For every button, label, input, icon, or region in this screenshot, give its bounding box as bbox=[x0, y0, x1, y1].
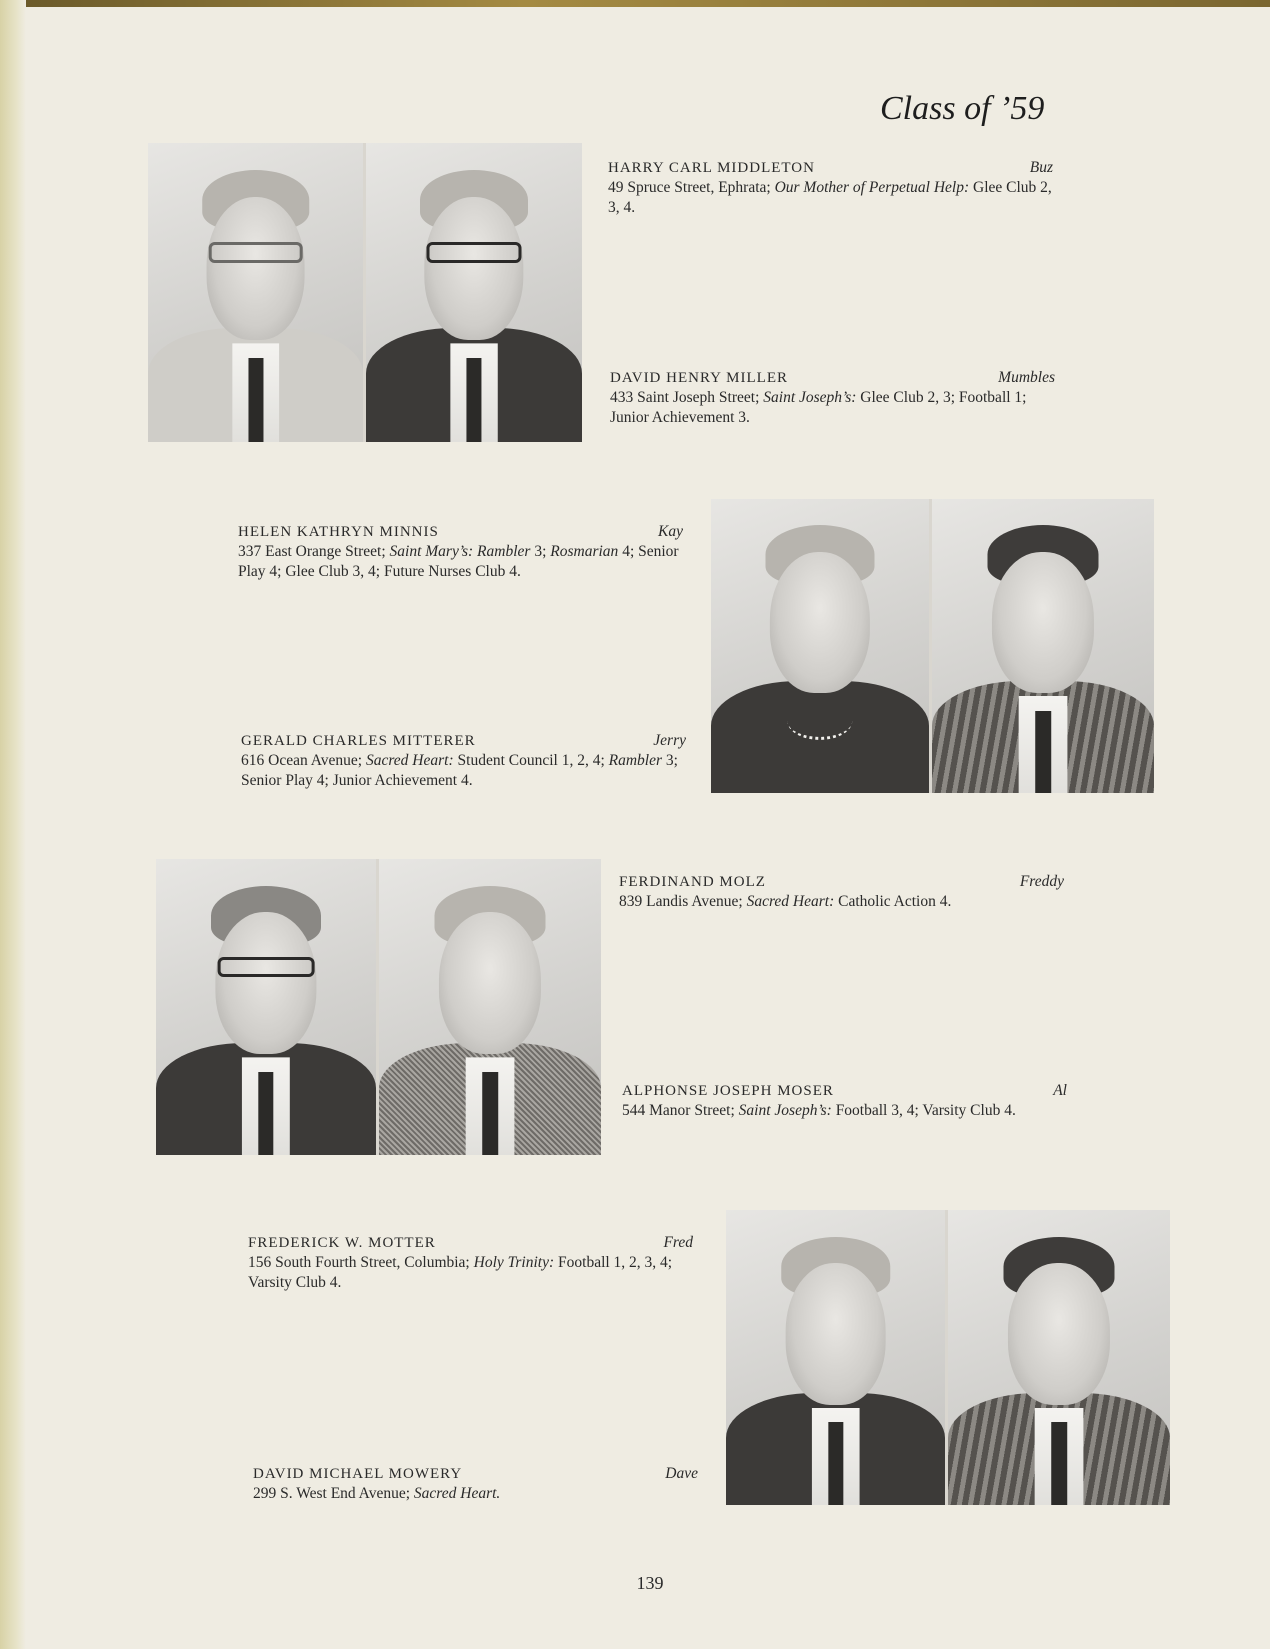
student-name: DAVID HENRY MILLER bbox=[610, 370, 788, 386]
portrait-molz bbox=[156, 859, 376, 1155]
portrait-moser bbox=[379, 859, 601, 1155]
student-details: 544 Manor Street; Saint Joseph’s: Football 3, 4; Varsity Club 4. bbox=[622, 1102, 1016, 1119]
portrait-pair-3 bbox=[156, 859, 601, 1155]
page-binding bbox=[0, 0, 26, 1649]
entry-mowery bbox=[253, 1464, 698, 1504]
student-name: ALPHONSE JOSEPH MOSER bbox=[622, 1083, 834, 1099]
portrait-pair-4 bbox=[726, 1210, 1170, 1505]
portrait-miller bbox=[366, 143, 582, 442]
student-details: 433 Saint Joseph Street; Saint Joseph’s: Glee Club 2, 3; Football 1; Junior Achievement 3. bbox=[610, 389, 1027, 426]
student-details: 299 S. West End Avenue; Sacred Heart. bbox=[253, 1485, 501, 1502]
student-name: HELEN KATHRYN MINNIS bbox=[238, 524, 439, 540]
student-details: 616 Ocean Avenue; Sacred Heart: Student Council 1, 2, 4; Rambler 3; Senior Play 4; Junior Achievement 4. bbox=[241, 752, 678, 789]
entry-minnis bbox=[238, 522, 683, 582]
portrait-mitterer bbox=[932, 499, 1154, 793]
entry-middleton bbox=[608, 158, 1053, 218]
portrait-motter bbox=[726, 1210, 945, 1505]
portrait-pair-1 bbox=[148, 143, 582, 442]
entry-moser bbox=[622, 1081, 1067, 1121]
portrait-minnis bbox=[711, 499, 929, 793]
student-details: 337 East Orange Street; Saint Mary’s: Rambler 3; Rosmarian 4; Senior Play 4; Glee Club 3, 4; Future Nurses Club 4. bbox=[238, 543, 679, 580]
student-name: FREDERICK W. MOTTER bbox=[248, 1235, 436, 1251]
student-nickname: Jerry bbox=[653, 732, 686, 749]
page-top-edge bbox=[26, 0, 1270, 7]
portrait-middleton bbox=[148, 143, 363, 442]
entry-miller bbox=[610, 368, 1055, 428]
portrait-pair-2 bbox=[711, 499, 1154, 793]
student-name: GERALD CHARLES MITTERER bbox=[241, 733, 476, 749]
student-name: FERDINAND MOLZ bbox=[619, 874, 766, 890]
entry-mitterer bbox=[241, 731, 686, 791]
entry-molz bbox=[619, 872, 1064, 912]
page-title: Class of ’59 bbox=[880, 90, 1045, 127]
student-nickname: Al bbox=[1053, 1082, 1067, 1099]
portrait-mowery bbox=[948, 1210, 1170, 1505]
student-nickname: Freddy bbox=[1019, 873, 1064, 890]
student-details: 49 Spruce Street, Ephrata; Our Mother of Perpetual Help: Glee Club 2, 3, 4. bbox=[608, 179, 1052, 216]
student-nickname: Mumbles bbox=[998, 369, 1055, 386]
student-details: 156 South Fourth Street, Columbia; Holy Trinity: Football 1, 2, 3, 4; Varsity Club 4. bbox=[248, 1254, 673, 1291]
student-nickname: Dave bbox=[665, 1465, 698, 1482]
entry-motter bbox=[248, 1233, 693, 1293]
student-nickname: Fred bbox=[663, 1234, 693, 1251]
page-number: 139 bbox=[636, 1573, 664, 1593]
student-nickname: Buz bbox=[1029, 159, 1053, 176]
student-name: HARRY CARL MIDDLETON bbox=[608, 160, 815, 176]
student-name: DAVID MICHAEL MOWERY bbox=[253, 1466, 463, 1482]
student-nickname: Kay bbox=[658, 523, 683, 540]
student-details: 839 Landis Avenue; Sacred Heart: Catholic Action 4. bbox=[619, 893, 952, 910]
